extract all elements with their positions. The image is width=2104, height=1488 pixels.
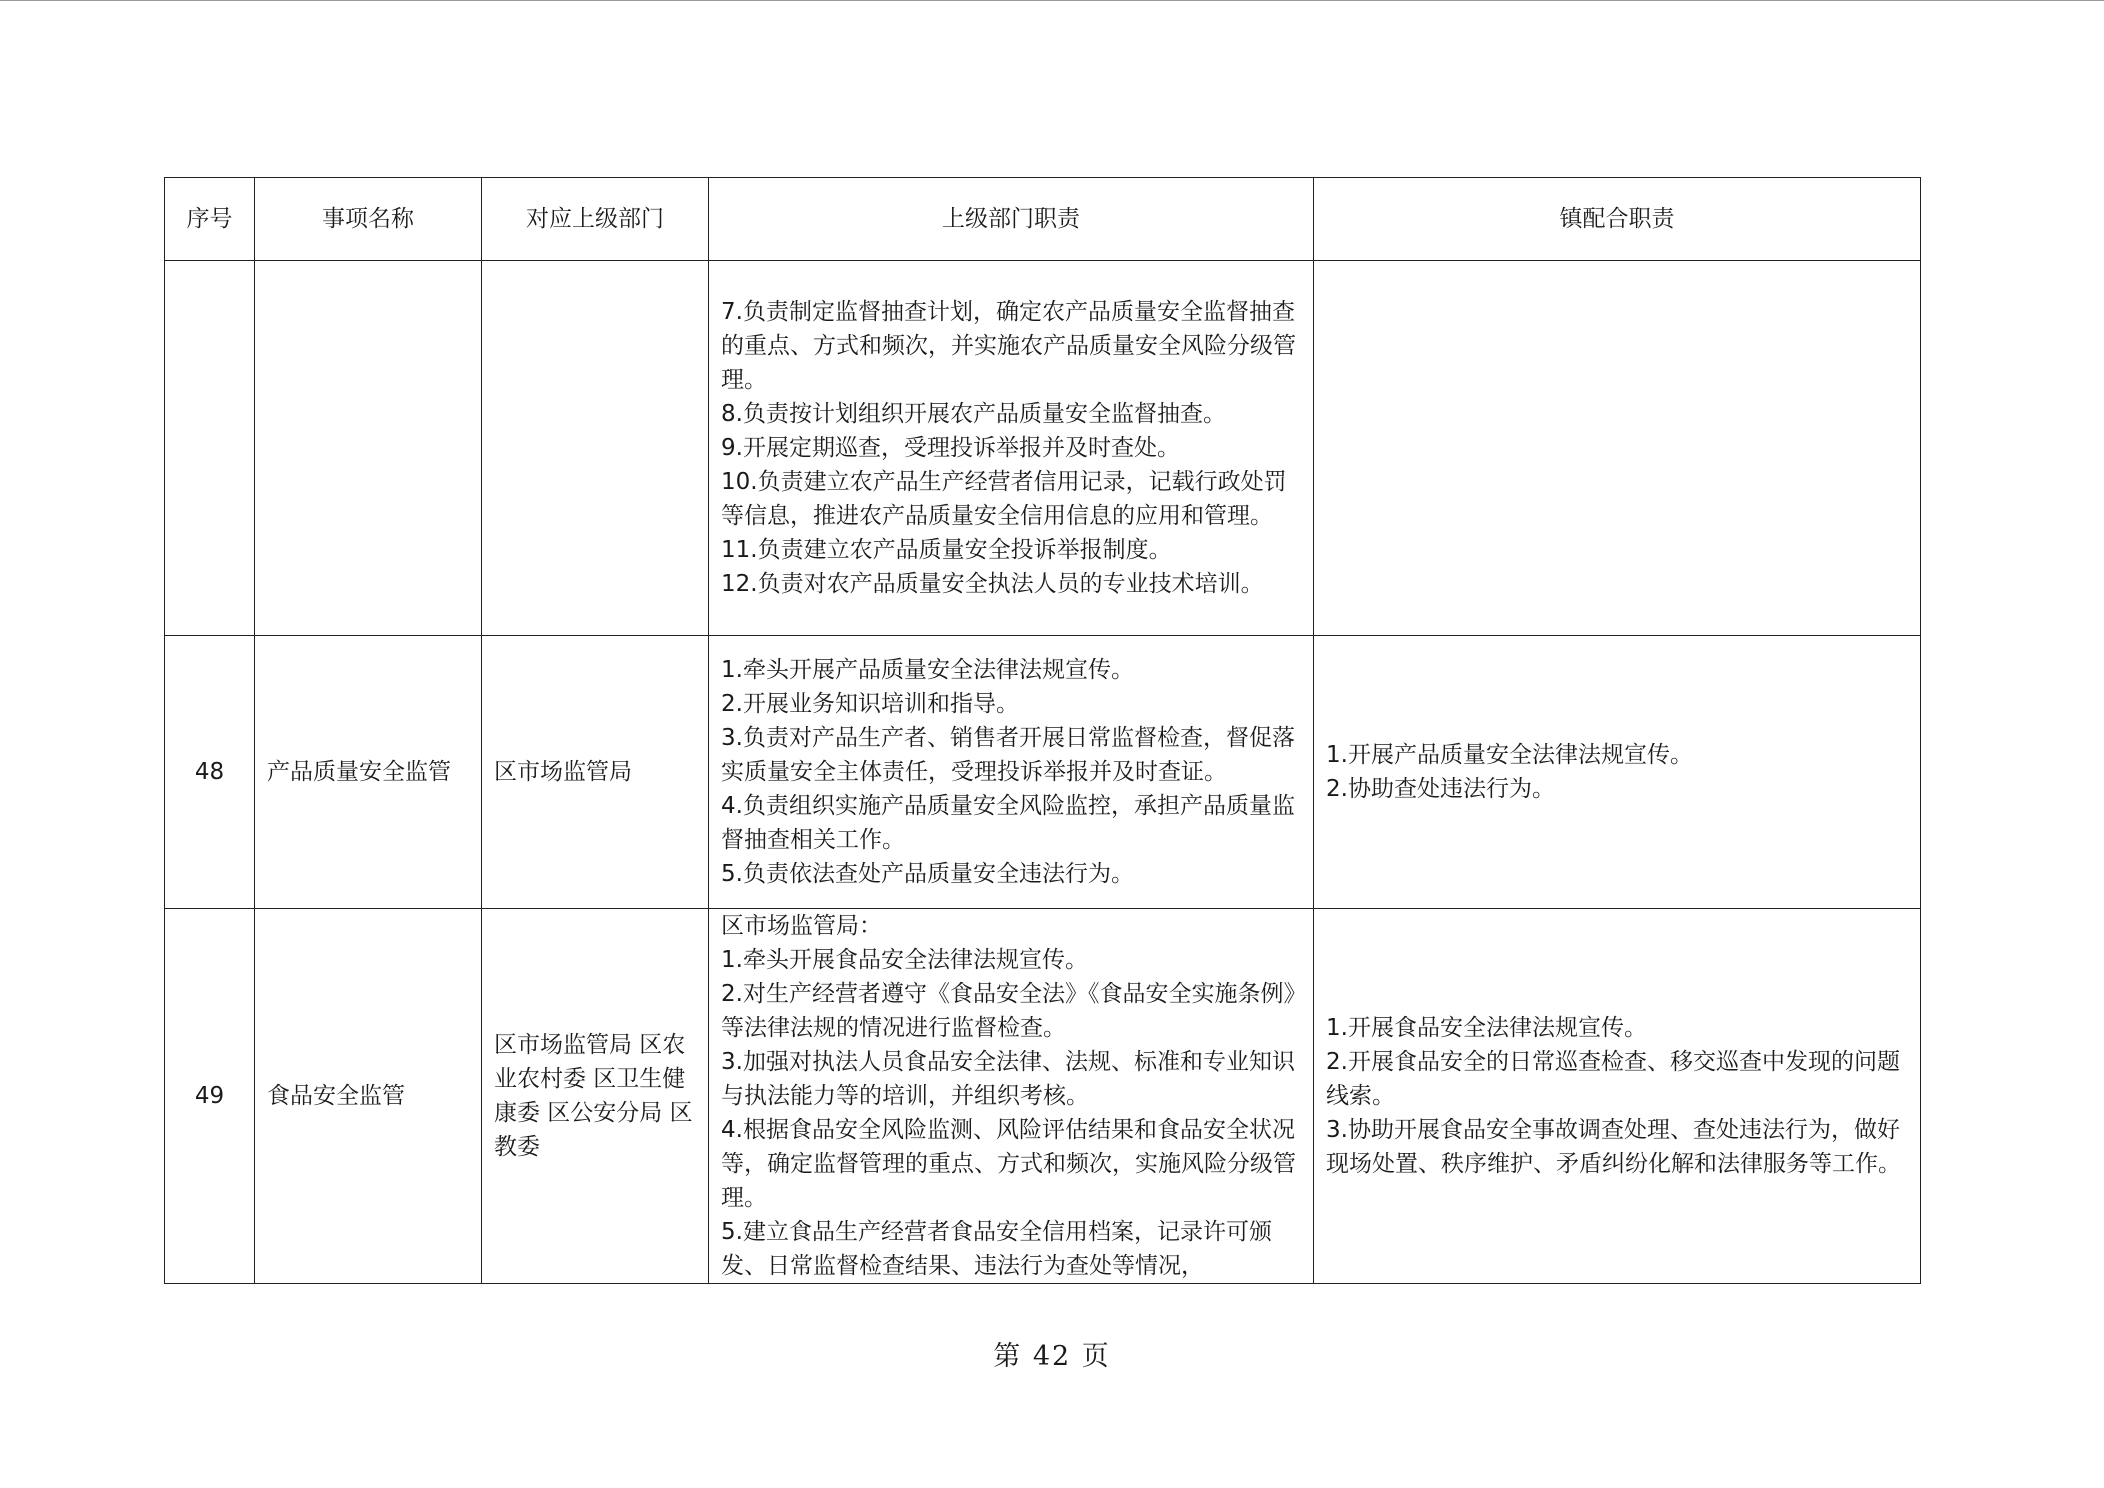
town-duty-item: 2.开展食品安全的日常巡查检查、移交巡查中发现的问题线索。 — [1326, 1049, 1900, 1109]
duty-item: 5.负责依法查处产品质量安全违法行为。 — [721, 861, 1134, 887]
top-border-line — [0, 0, 2104, 1]
duty-item: 10.负责建立农产品生产经营者信用记录，记载行政处罚等信息，推进农产品质量安全信用信息的应用和管理。 — [721, 469, 1287, 529]
duty-item: 1.牵头开展食品安全法律法规宣传。 — [721, 947, 1088, 973]
town-duty-item: 1.开展食品安全法律法规宣传。 — [1326, 1015, 1647, 1041]
cell-superior-duty — [709, 909, 1314, 1284]
duty-item: 8.负责按计划组织开展农产品质量安全监督抽查。 — [721, 401, 1226, 427]
table-row — [165, 636, 1921, 909]
duty-item: 11.负责建立农产品质量安全投诉举报制度。 — [721, 537, 1172, 563]
header-town-duty: 镇配合职责 — [1314, 178, 1921, 261]
cell-item-name: 食品安全监管 — [255, 909, 482, 1284]
duty-item: 1.牵头开展产品质量安全法律法规宣传。 — [721, 657, 1134, 683]
cell-seq: 49 — [165, 909, 255, 1284]
cell-item-name — [255, 261, 482, 636]
duty-item: 2.开展业务知识培训和指导。 — [721, 691, 1019, 717]
header-item-name: 事项名称 — [255, 178, 482, 261]
table-row — [165, 261, 1921, 636]
page-number: 第 42 页 — [993, 1341, 1111, 1372]
duty-item: 区市场监管局： — [721, 913, 882, 939]
duty-item: 7.负责制定监督抽查计划，确定农产品质量安全监督抽查的重点、方式和频次，并实施农产品质量安全风险分级管理。 — [721, 299, 1296, 393]
duty-item: 5.建立食品生产经营者食品安全信用档案，记录许可颁发、日常监督检查结果、违法行为查处等情况， — [721, 1219, 1272, 1279]
duty-item: 2.对生产经营者遵守《食品安全法》《食品安全实施条例》等法律法规的情况进行监督检查。 — [721, 981, 1295, 1041]
duty-item: 4.负责组织实施产品质量安全风险监控，承担产品质量监督抽查相关工作。 — [721, 793, 1295, 853]
town-duty-item: 1.开展产品质量安全法律法规宣传。 — [1326, 742, 1693, 768]
cell-superior-duty — [709, 261, 1314, 636]
town-duty-item: 2.协助查处违法行为。 — [1326, 776, 1555, 802]
duty-item: 9.开展定期巡查，受理投诉举报并及时查处。 — [721, 435, 1180, 461]
cell-superior-dept — [482, 261, 709, 636]
cell-town-duty — [1314, 636, 1921, 909]
header-superior-dept: 对应上级部门 — [482, 178, 709, 261]
cell-town-duty — [1314, 261, 1921, 636]
cell-superior-dept: 区市场监管局 区农业农村委 区卫生健康委 区公安分局 区教委 — [482, 909, 709, 1284]
cell-item-name: 产品质量安全监管 — [255, 636, 482, 909]
header-seq: 序号 — [165, 178, 255, 261]
duty-item: 12.负责对农产品质量安全执法人员的专业技术培训。 — [721, 571, 1264, 597]
duty-item: 4.根据食品安全风险监测、风险评估结果和食品安全状况等，确定监督管理的重点、方式和频次，实施风险分级管理。 — [721, 1117, 1296, 1211]
town-duty-item: 3.协助开展食品安全事故调查处理、查处违法行为，做好现场处置、秩序维护、矛盾纠纷化解和法律服务等工作。 — [1326, 1117, 1901, 1177]
cell-seq: 48 — [165, 636, 255, 909]
cell-superior-duty — [709, 636, 1314, 909]
table-header-row — [165, 178, 1921, 261]
duty-item: 3.负责对产品生产者、销售者开展日常监督检查，督促落实质量安全主体责任，受理投诉举报并及时查证。 — [721, 725, 1295, 785]
cell-town-duty — [1314, 909, 1921, 1284]
cell-superior-dept: 区市场监管局 — [482, 636, 709, 909]
table-row — [165, 909, 1921, 1284]
header-superior-duty: 上级部门职责 — [709, 178, 1314, 261]
duty-item: 3.加强对执法人员食品安全法律、法规、标准和专业知识与执法能力等的培训，并组织考核。 — [721, 1049, 1295, 1109]
cell-seq — [165, 261, 255, 636]
responsibility-table — [164, 177, 1921, 1284]
